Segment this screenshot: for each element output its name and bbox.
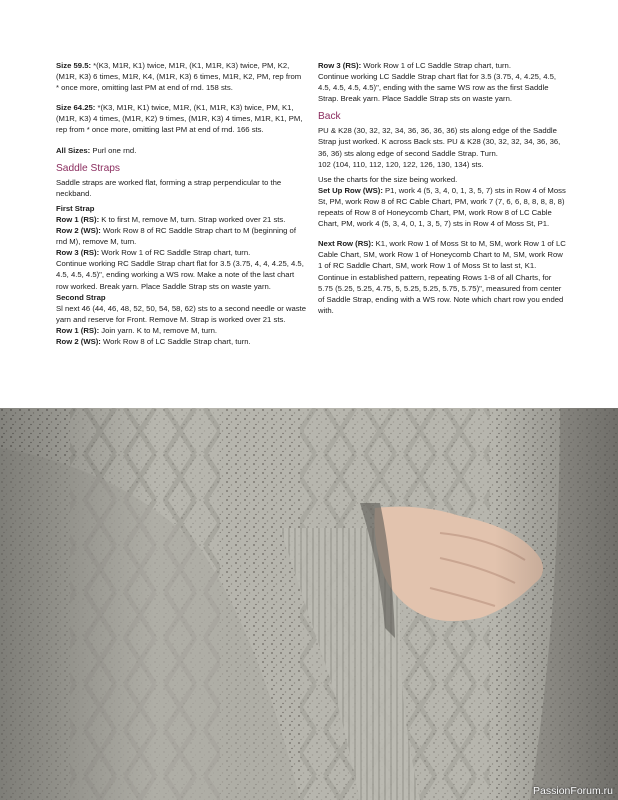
stitch-count: 102 (104, 110, 112, 120, 122, 126, 130, 134) sts. xyxy=(318,159,484,169)
instruction-row: Row 2 (WS): Work Row 8 of LC Saddle Strap chart, turn. xyxy=(56,336,251,346)
saddle-straps-intro: Saddle straps are worked flat, forming a strap perpendicular to the neckband. xyxy=(56,177,282,198)
instruction-paragraph: Continue working LC Saddle Strap chart flat for 3.5 (3.75, 4, 4.25, 4.5, 4.5, 4.5, 4.5, 4.5)", ending with the same WS row as the first Saddle Strap. Break yarn. Place Saddle Strap sts on waste yarn. xyxy=(318,72,557,104)
instruction-row: Row 1 (RS): Join yarn. K to M, remove M, turn. xyxy=(56,325,218,335)
size-64-25-paragraph: Size 64.25: *(K3, M1R, K1) twice, M1R, (K1, M1R, K3) twice, PM, K1, (M1R, K3) 4 times, (M1R, K2) 9 times, (M1R, K3) 4 times, M1R, K1, PM, rep from * once more, omitting last PM at end of rnd. 166 sts. xyxy=(56,103,303,135)
all-sizes-paragraph: All Sizes: Purl one rnd. xyxy=(56,145,137,155)
subheading-first-strap: First Strap xyxy=(56,203,95,213)
instruction-paragraph: Continue working RC Saddle Strap chart flat for 3.5 (3.75, 4, 4, 4.25, 4.5, 4.5, 4.5, 4.5)", ending working a WS row. Make a note of the last chart row worked. Break yarn. Place Saddle Strap sts on waste yarn. xyxy=(56,259,304,291)
subheading-second-strap: Second Strap xyxy=(56,292,106,302)
size-59-5-paragraph: Size 59.5: *(K3, M1R, K1) twice, M1R, (K1, M1R, K3) twice, PM, K2, (M1R, K3) 6 times, M1R, K4, (M1R, K3) 6 times, M1R, K2, PM, rep from * once more, omitting last PM at end of rnd. 158 sts. xyxy=(56,61,302,93)
instruction-paragraph: PU & K28 (30, 32, 32, 34, 36, 36, 36, 36) sts along edge of the Saddle Strap just worked. K across Back sts. PU & K28 (30, 32, 32, 34, 36, 36, 36, 36) sts along edge of second Saddle Strap. Turn. xyxy=(318,126,561,158)
instruction-row: Row 2 (WS): Work Row 8 of RC Saddle Strap chart to M (beginning of rnd M), remove M, turn. xyxy=(56,226,296,247)
section-heading-back: Back xyxy=(318,111,341,123)
instruction-row: Set Up Row (WS): P1, work 4 (5, 3, 4, 0, 1, 3, 5, 7) sts in Row 4 of Moss St, PM, work Row 8 of RC Cable Chart, PM, work 7 (7, 6, 6, 8, 8, 8, 8, 8) repeats of Row 8 of Honeycomb Chart, PM, work Row 8 of LC Cable Chart, PM, work 4 (5, 3, 4, 0, 1, 3, 5, 7) sts in Row 4 of Moss St, P1. xyxy=(318,185,566,229)
right-column xyxy=(318,60,568,316)
size-label: All Sizes: xyxy=(56,145,91,155)
instruction-paragraph: Continue in established pattern, repeating Rows 1-8 of all Charts, for 5.75 (5.25, 5.25, 4.75, 5, 5.25, 5.25, 5.75, 5.75)", measured from center of Saddle Strap, ending with a WS row. Note which chart row you ended with. xyxy=(318,272,564,315)
size-label: Size 59.5: xyxy=(56,61,92,70)
instruction-paragraph: Sl next 46 (44, 46, 48, 52, 50, 54, 58, 62) sts to a second needle or waste yarn and reserve for Front. Remove M. Strap is worked over 21 sts. xyxy=(56,303,307,324)
section-heading-saddle-straps: Saddle Straps xyxy=(56,162,120,174)
size-label: Size 64.25: xyxy=(56,103,96,113)
instruction-row: Next Row (RS): K1, work Row 1 of Moss St to M, SM, work Row 1 of LC Cable Chart, SM, work Row 1 of Honeycomb Chart to M, SM, work Row 1 of RC Saddle Chart, SM, work Row 1 of Moss St to last st, K1. xyxy=(318,239,566,271)
sweater-photo xyxy=(0,408,618,800)
sweater-illustration xyxy=(0,408,618,800)
instruction-paragraph: Use the charts for the size being worked. xyxy=(318,174,458,184)
left-column xyxy=(56,60,306,347)
watermark: PassionForum.ru xyxy=(533,785,613,797)
instruction-row: Row 1 (RS): K to first M, remove M, turn. Strap worked over 21 sts. xyxy=(56,214,286,224)
instruction-row: Row 3 (RS): Work Row 1 of RC Saddle Strap chart, turn. xyxy=(56,248,251,258)
instruction-row: Row 3 (RS): Work Row 1 of LC Saddle Strap chart, turn. xyxy=(318,61,511,70)
